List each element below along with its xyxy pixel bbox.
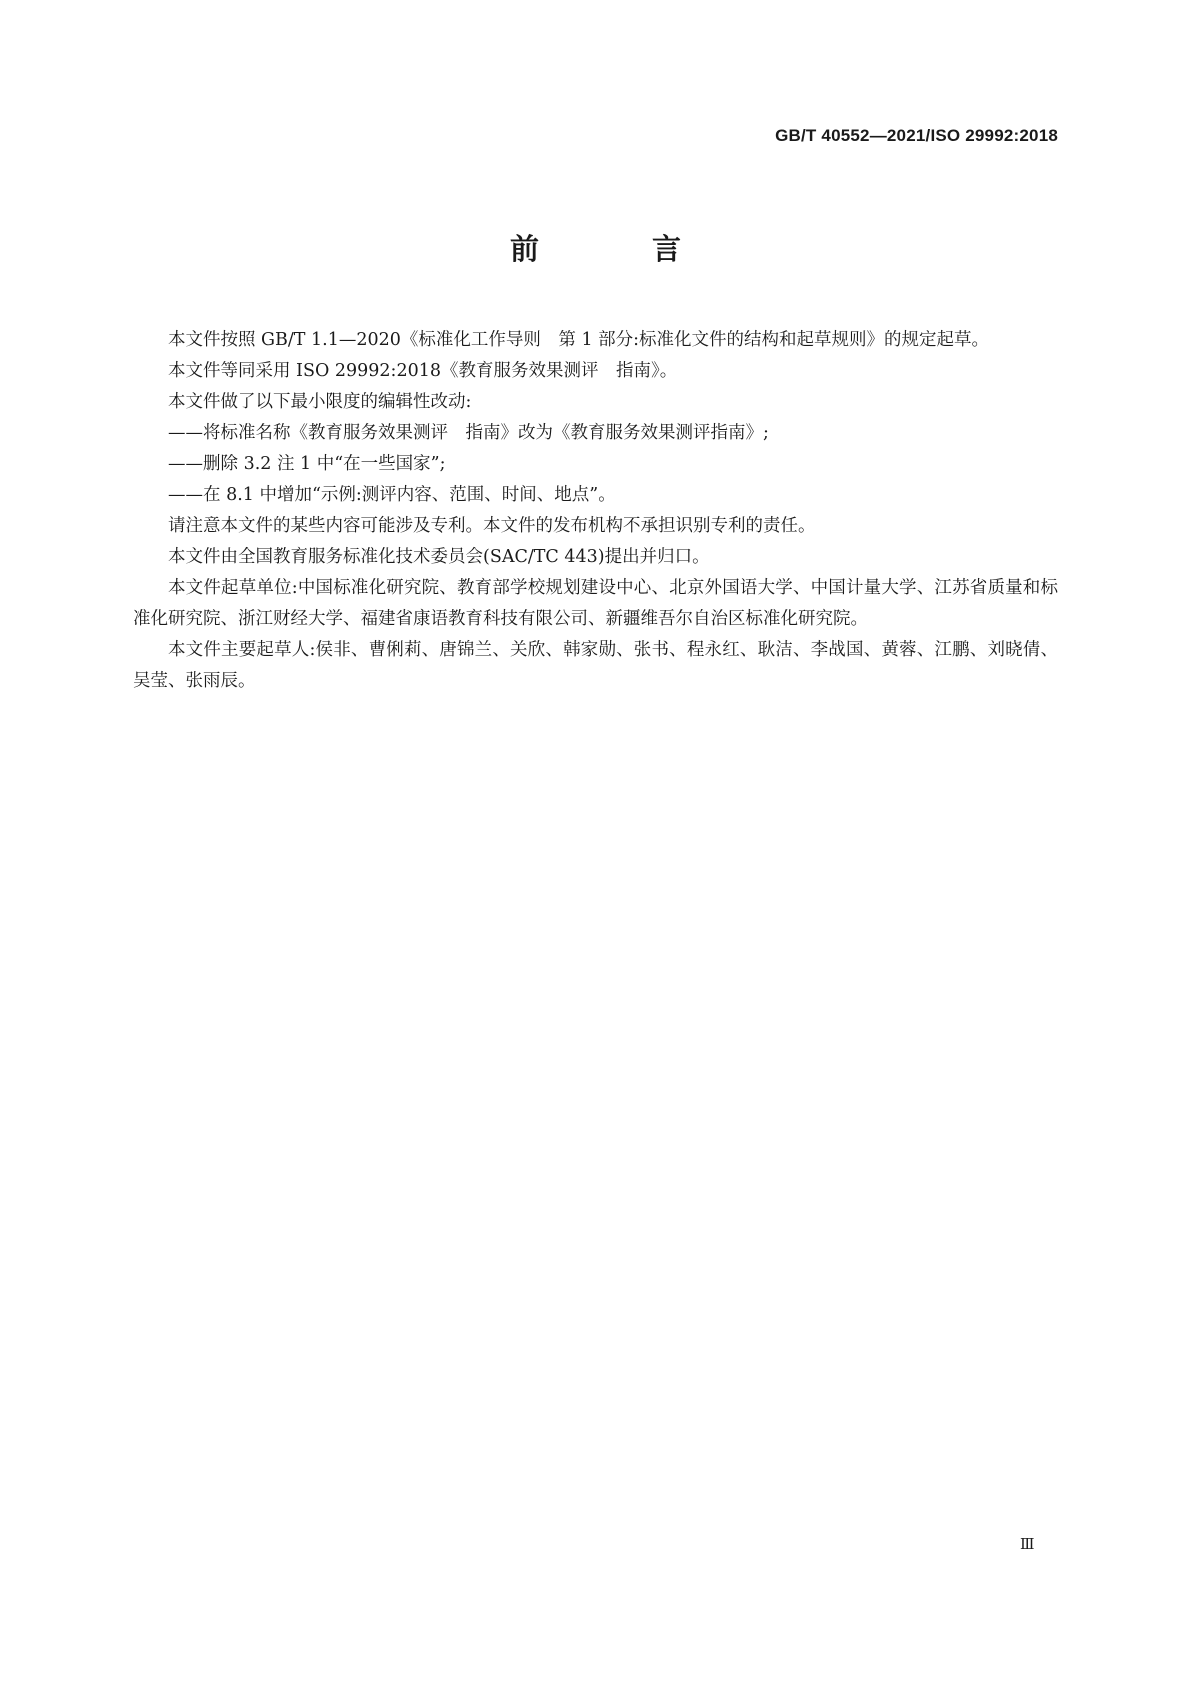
standard-number: GB/T 40552—2021/ISO 29992:2018 xyxy=(775,126,1058,145)
paragraph-proposer: 本文件由全国教育服务标准化技术委员会(SAC/TC 443)提出并归口。 xyxy=(168,547,710,567)
list-item-change-3: ——在 8.1 中增加“示例:测评内容、范围、时间、地点”。 xyxy=(168,485,616,505)
paragraph-drafting-units: 本文件起草单位:中国标准化研究院、教育部学校规划建设中心、北京外国语大学、中国计量大学、江苏省质量和标准化研究院、浙江财经大学、福建省康语教育科技有限公司、新疆维吾尔自治区标准化研究院。 xyxy=(133,578,1058,629)
list-item-change-1: ——将标准名称《教育服务效果测评 指南》改为《教育服务效果测评指南》; xyxy=(168,423,769,443)
page-number: Ⅲ xyxy=(1020,1535,1035,1553)
preface-body xyxy=(133,325,1058,697)
paragraph-drafting-rules: 本文件按照 GB/T 1.1—2020《标准化工作导则 第 1 部分:标准化文件的结构和起草规则》的规定起草。 xyxy=(168,330,990,350)
paragraph-adoption: 本文件等同采用 ISO 29992:2018《教育服务效果测评 指南》。 xyxy=(168,361,678,381)
paragraph-editorial-changes: 本文件做了以下最小限度的编辑性改动: xyxy=(168,392,472,412)
paragraph-patent-notice: 请注意本文件的某些内容可能涉及专利。本文件的发布机构不承担识别专利的责任。 xyxy=(168,516,816,536)
list-item-change-2: ——删除 3.2 注 1 中“在一些国家”; xyxy=(168,454,446,474)
page-title: 前 言 xyxy=(509,232,723,266)
paragraph-drafters: 本文件主要起草人:侯非、曹俐莉、唐锦兰、关欣、韩家勋、张书、程永红、耿洁、李战国、黄蓉、江鹏、刘晓倩、吴莹、张雨辰。 xyxy=(133,640,1058,691)
